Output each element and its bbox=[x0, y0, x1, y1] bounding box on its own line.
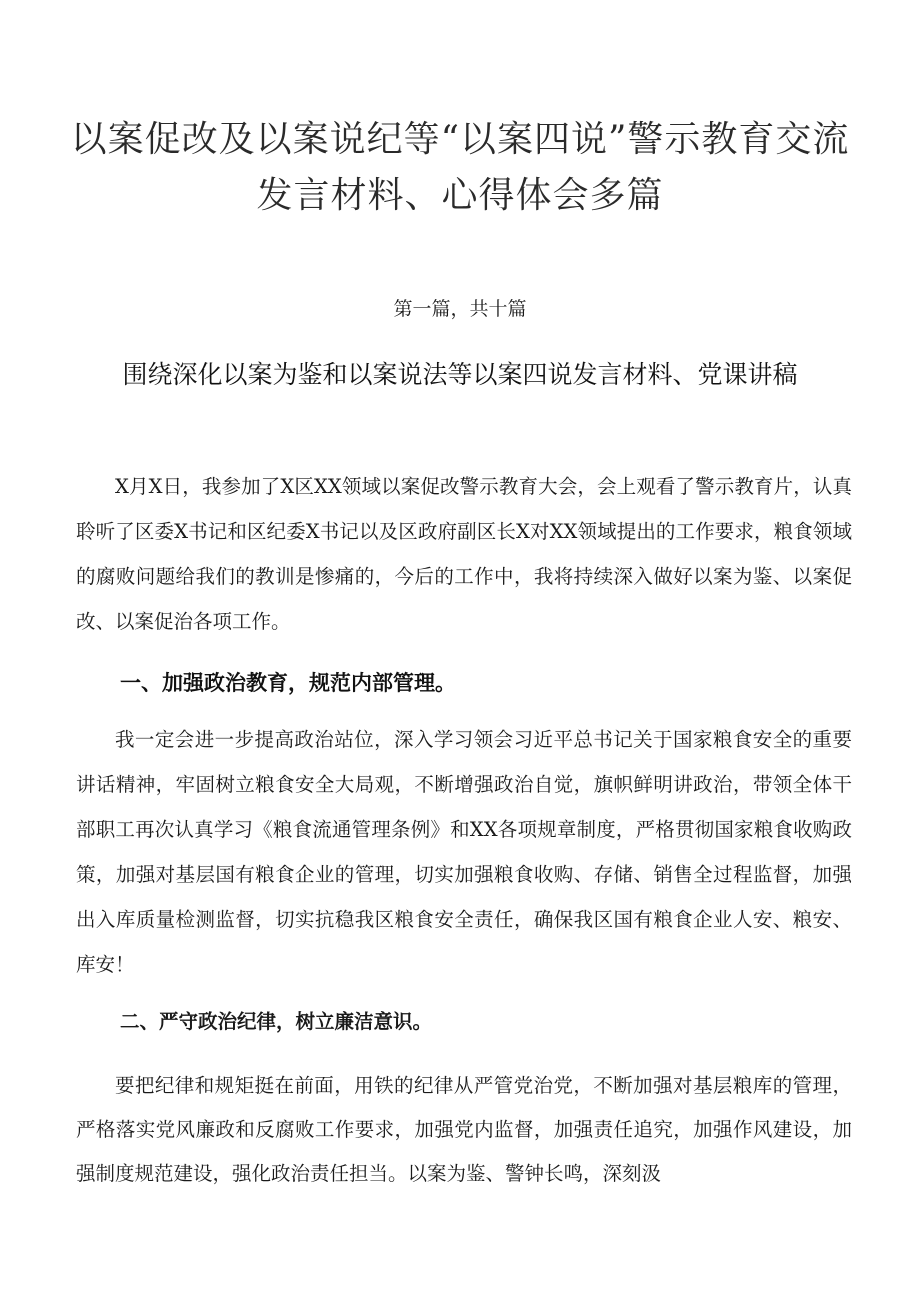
document-title: 以案促改及以案说纪等“以案四说”警示教育交流发言材料、心得体会多篇 bbox=[70, 119, 850, 216]
section-heading-2: 二、严守政治纪律，树立廉洁意识。 bbox=[120, 1010, 433, 1033]
paragraph-intro: X月X日，我参加了X区XX领域以案促改警示教育大会，会上观看了警示教育片，认真聆听了区委X书记和区纪委X书记以及区政府副区长X对XX领域提出的工作要求，粮食领域的腐败问题给我们的教训是惨痛的，今后的工作中，我将持续深入做好以案为鉴、以案促改、以案促治各项工作。 bbox=[76, 475, 852, 633]
section-count: 第一篇，共十篇 bbox=[393, 298, 527, 320]
article-title: 围绕深化以案为鉴和以案说法等以案四说发言材料、党课讲稿 bbox=[122, 360, 798, 389]
paragraph-section-2: 要把纪律和规矩挺在前面，用铁的纪律从严管党治党，不断加强对基层粮库的管理，严格落实党风廉政和反腐败工作要求，加强党内监督，加强责任追究，加强作风建设，加强制度规范建设，强化政治责任担当。以案为鉴、警钟长鸣，深刻汲 bbox=[76, 1074, 852, 1185]
paragraph-section-1: 我一定会进一步提高政治站位，深入学习领会习近平总书记关于国家粮食安全的重要讲话精神，牢固树立粮食安全大局观，不断增强政治自觉，旗帜鲜明讲政治，带领全体干部职工再次认真学习《粮食流通管理条例》和XX各项规章制度，严格贯彻国家粮食收购政策，加强对基层国有粮食企业的管理，切实加强粮食收购、存储、销售全过程监督，加强出入库质量检测监督，切实抗稳我区粮食安全责任，确保我区国有粮食企业人安、粮安、库安！ bbox=[76, 728, 852, 976]
section-heading-1: 一、加强政治教育，规范内部管理。 bbox=[120, 671, 456, 695]
